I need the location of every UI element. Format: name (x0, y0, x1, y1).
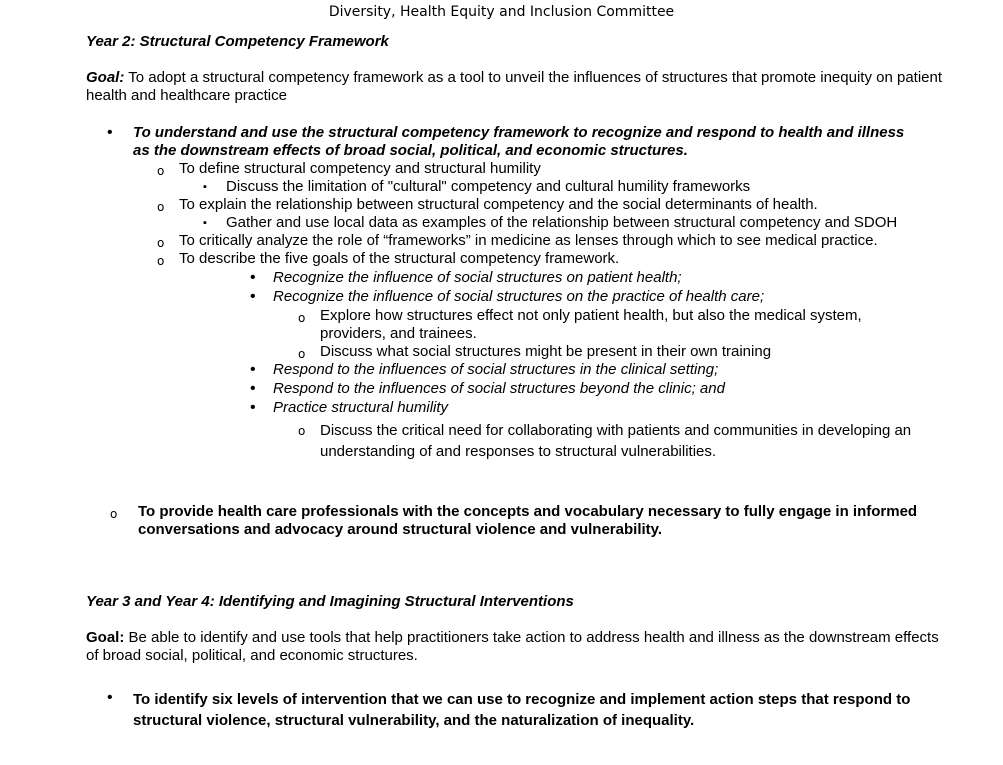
square-marker: ▪ (203, 217, 207, 229)
bullet-marker: • (250, 361, 256, 378)
circle-marker: o (298, 347, 306, 361)
goal-item-5: Practice structural humility (273, 399, 449, 416)
goal2-subitem-discuss: Discuss what social structures might be present in their own training (320, 343, 772, 360)
bullet-marker: • (250, 288, 256, 305)
year2-objective-2: To provide health care professionals with the concepts and vocabulary necessary to fully engage in informed conversations and advocacy around structural violence and vulnerability. (138, 503, 918, 538)
goal5-subitem-collaborate: Discuss the critical need for collaborating with patients and communities in developing an understanding of and responses to structural vulnerabilities. (320, 422, 912, 460)
bullet-marker: • (250, 380, 256, 397)
circle-marker: o (298, 424, 306, 438)
goal-item-4: Respond to the influences of social structures beyond the clinic; and (273, 380, 725, 397)
bullet-marker: • (250, 269, 256, 286)
year2-goal (86, 69, 951, 105)
goal-item-3: Respond to the influences of social structures in the clinical setting; (273, 361, 719, 378)
goal-item-1: Recognize the influence of social structures on patient health; (273, 269, 682, 286)
goal-item-2: Recognize the influence of social structures on the practice of health care; (273, 288, 765, 305)
bullet-marker: • (107, 124, 113, 141)
circle-marker: o (157, 254, 165, 268)
subitem-define: To define structural competency and structural humility (179, 160, 541, 177)
subitem-explain: To explain the relationship between structural competency and the social determinants of health. (179, 196, 818, 213)
circle-marker: o (110, 507, 118, 521)
subitem-local-data: Gather and use local data as examples of the relationship between structural competency and SDOH (226, 214, 898, 231)
year34-objective-1: To identify six levels of intervention that we can use to recognize and implement action steps that respond to structural violence, structural vulnerability, and the naturalization of inequality. (133, 691, 911, 729)
circle-marker: o (157, 164, 165, 178)
document-header: Diversity, Health Equity and Inclusion Committee (328, 4, 675, 20)
year2-heading: Year 2: Structural Competency Framework (86, 33, 389, 50)
circle-marker: o (157, 236, 165, 250)
subitem-five-goals: To describe the five goals of the structural competency framework. (179, 250, 620, 267)
subitem-frameworks: To critically analyze the role of “frameworks” in medicine as lenses through which to see medical practice. (179, 232, 878, 249)
bullet-marker: • (107, 689, 113, 706)
square-marker: ▪ (203, 181, 207, 193)
circle-marker: o (157, 200, 165, 214)
year2-goal-text: To adopt a structural competency framework as a tool to unveil the influences of structures that promote inequity on patient health and healthcare practice (86, 69, 943, 104)
year34-heading: Year 3 and Year 4: Identifying and Imagining Structural Interventions (86, 593, 574, 610)
year2-objective-1: To understand and use the structural competency framework to recognize and respond to health and illness as the downstream effects of broad social, political, and economic structures. (133, 124, 905, 159)
goal2-subitem-explore: Explore how structures effect not only patient health, but also the medical system, providers, and trainees. (320, 307, 862, 342)
subitem-cultural: Discuss the limitation of "cultural" competency and cultural humility frameworks (226, 178, 751, 195)
bullet-marker: • (250, 399, 256, 416)
year34-goal (86, 629, 951, 665)
year2-goal-label: Goal: (86, 69, 125, 86)
year34-goal-text: Be able to identify and use tools that help practitioners take action to address health and illness as the downstream effects of broad social, political, and economic structures. (86, 629, 939, 664)
circle-marker: o (298, 311, 306, 325)
year34-goal-label: Goal: (86, 629, 125, 646)
